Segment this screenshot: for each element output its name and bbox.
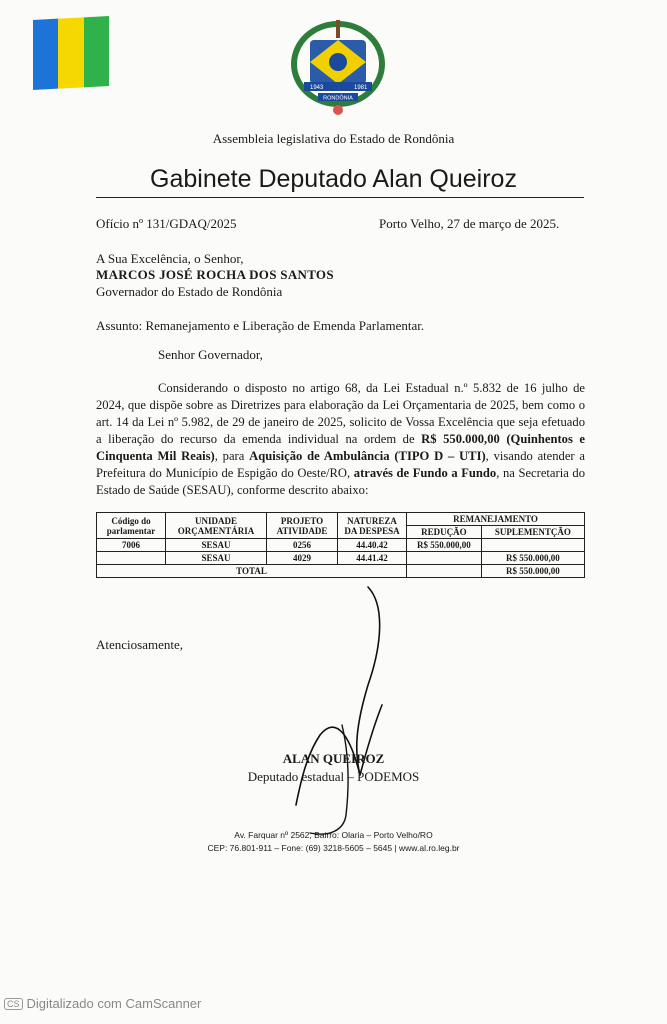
cell-unit: SESAU (166, 552, 267, 565)
header-unit: UNIDADE ORÇAMENTÁRIA (166, 513, 267, 539)
body-amount: R$ 550.000,00 (Quinhentos e Cinquenta Mil Reais) (96, 432, 586, 463)
body-text-3: , visando atender a Prefeitura do Município de Espigão do Oeste/RO, (96, 449, 585, 480)
closing: Atenciosamente, (96, 637, 183, 652)
crest-year-left: 1943 (310, 85, 324, 91)
place-date: Porto Velho, 27 de março de 2025. (379, 216, 560, 231)
signer-role: Deputado estadual – PODEMOS (247, 769, 420, 784)
flag-logo (33, 16, 109, 90)
signer-name: ALAN QUEIROZ (282, 751, 385, 766)
cell-nature: 44.40.42 (338, 539, 407, 552)
recipient-salutation: A Sua Excelência, o Senhor, (96, 251, 244, 266)
header-supplement: SUPLEMENTÇÃO (481, 526, 584, 539)
reallocation-table (96, 512, 585, 578)
cell-project: 4029 (267, 552, 338, 565)
flag-stripe-yellow (58, 17, 83, 88)
total-reduction-empty (407, 565, 482, 578)
footer-contact: CEP: 76.801-911 – Fone: (69) 3218-5605 – 5645 | www.al.ro.leg.br (207, 843, 460, 853)
cell-reduction (407, 552, 482, 565)
greeting: Senhor Governador, (158, 347, 263, 362)
handwritten-signature (290, 575, 410, 845)
watermark-text: Digitalizado com CamScanner (26, 996, 202, 1011)
flag-stripe-blue (33, 19, 58, 90)
cabinet-title: Gabinete Deputado Alan Queiroz (150, 165, 517, 193)
body-object: Aquisição de Ambulância (TIPO D – UTI) (249, 449, 486, 463)
body-text-4: , na Secretaria do Estado de Saúde (SESAU), conforme descrito abaixo: (96, 466, 585, 497)
header-reduction: REDUÇÃO (407, 526, 482, 539)
total-label: TOTAL (97, 565, 407, 578)
crest-name: RONDÔNIA (323, 95, 353, 102)
cell-code (97, 552, 166, 565)
body-transfer: através de Fundo a Fundo (353, 466, 497, 480)
crest-year-right: 1981 (354, 85, 368, 91)
office-number: Ofício nº 131/GDAQ/2025 (96, 216, 237, 231)
header-divider (96, 197, 584, 198)
cell-supplement: R$ 550.000,00 (481, 552, 584, 565)
cell-supplement (481, 539, 584, 552)
flag-stripe-green (84, 16, 109, 87)
cell-unit: SESAU (166, 539, 267, 552)
header-code: Código do parlamentar (97, 513, 166, 539)
cell-code: 7006 (97, 539, 166, 552)
cell-nature: 44.41.42 (338, 552, 407, 565)
subject-line: Assunto: Remanejamento e Liberação de Emenda Parlamentar. (96, 318, 425, 333)
header-reallocation: REMANEJAMENTO (407, 513, 585, 526)
scanner-watermark (4, 996, 201, 1011)
header-project: PROJETO ATIVIDADE (267, 513, 338, 539)
body-text-2: , para (214, 449, 250, 463)
state-coat-of-arms (290, 18, 386, 120)
table-row (97, 552, 585, 565)
camscanner-icon: CS (4, 998, 23, 1010)
cell-reduction: R$ 550.000,00 (407, 539, 482, 552)
recipient-name: MARCOS JOSÉ ROCHA DOS SANTOS (96, 267, 334, 282)
recipient-title: Governador do Estado de Rondônia (96, 284, 283, 299)
header-nature: NATUREZA DA DESPESA (338, 513, 407, 539)
cell-project: 0256 (267, 539, 338, 552)
assembly-name: Assembleia legislativa do Estado de Rondônia (212, 131, 455, 146)
table-row (97, 539, 585, 552)
footer-address: Av. Farquar nº 2562, Bairro: Olaria – Porto Velho/RO (234, 830, 433, 840)
total-value: R$ 550.000,00 (481, 565, 584, 578)
body-text-1: Considerando o disposto no artigo 68, da Lei Estadual n.º 5.832 de 16 julho de 2024, que dispõe sobre as Diretrizes para elaboração da Lei Orçamentaria de 2025, bem como o art. 14 da Lei nº 5.982, de 29 de janeiro de 2025, solicito de Vossa Excelência que seja efetuado a liberação do recurso da emenda individual na ordem de (96, 381, 585, 446)
letter-body (96, 380, 585, 499)
